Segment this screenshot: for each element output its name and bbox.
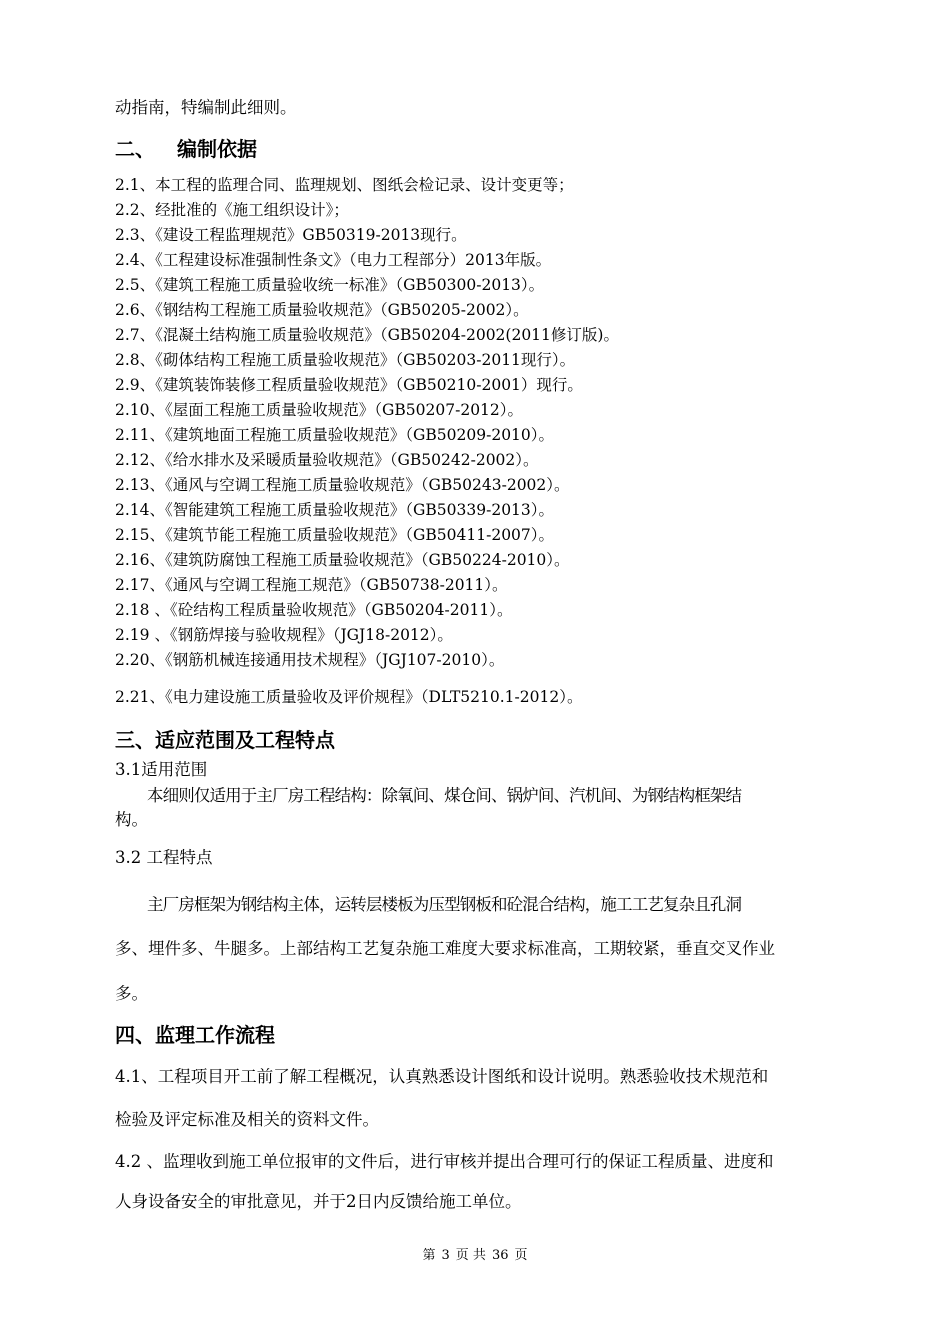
reference-item: 2.8、《砌体结构工程施工质量验收规范》（GB50203-2011现行）。 (115, 351, 576, 369)
footer-total-pages: 36 (491, 1248, 509, 1263)
page-footer (0, 1248, 950, 1264)
section4-p1-line2: 检验及评定标准及相关的资料文件。 (115, 1110, 379, 1129)
section3-sub2-text-line3: 多。 (115, 984, 148, 1003)
reference-item: 2.9、《建筑装饰装修工程质量验收规范》（GB50210-2001）现行。 (115, 376, 583, 394)
reference-item: 2.12、《给水排水及采暖质量验收规范》（GB50242-2002）。 (115, 451, 539, 469)
reference-item: 2.16、《建筑防腐蚀工程施工质量验收规范》（GB50224-2010）。 (115, 551, 570, 569)
section4-p2-line2: 人身设备安全的审批意见，并于2日内反馈给施工单位。 (115, 1192, 522, 1211)
section3-sub2-text-line2: 多、埋件多、牛腿多。上部结构工艺复杂施工难度大要求标准高，工期较紧，垂直交叉作业 (115, 939, 775, 958)
reference-item: 2.10、《屋面工程施工质量验收规范》（GB50207-2012）。 (115, 401, 524, 419)
reference-item: 2.19 、《钢筋焊接与验收规程》（JGJ18-2012）。 (115, 626, 453, 644)
reference-item: 2.1、本工程的监理合同、监理规划、图纸会检记录、设计变更等； (115, 176, 574, 194)
reference-item: 2.17、《通风与空调工程施工规范》（GB50738-2011）。 (115, 576, 508, 594)
section3-sub2: 3.2 工程特点 (115, 848, 213, 867)
section3-sub2-text-line1: 主厂房框架为钢结构主体，运转层楼板为压型钢板和砼混合结构，施工工艺复杂且孔洞 (147, 895, 742, 914)
reference-item: 2.3、《建设工程监理规范》GB50319-2013现行。 (115, 226, 467, 244)
footer-suffix: 页 (514, 1248, 528, 1263)
reference-item: 2.7、《混凝土结构施工质量验收规范》（GB50204-2002(2011修订版)。 (115, 326, 619, 344)
reference-item: 2.20、《钢筋机械连接通用技术规程》（JGJ107-2010）。 (115, 651, 505, 669)
reference-item: 2.15、《建筑节能工程施工质量验收规范》（GB50411-2007）。 (115, 526, 555, 544)
reference-item: 2.11、《建筑地面工程施工质量验收规范》（GB50209-2010）。 (115, 426, 555, 444)
section4-p1-line1: 4.1、工程项目开工前了解工程概况，认真熟悉设计图纸和设计说明。熟悉验收技术规范和 (115, 1067, 769, 1086)
intro-tail: 动指南，特编制此细则。 (115, 98, 297, 117)
reference-item: 2.13、《通风与空调工程施工质量验收规范》（GB50243-2002）。 (115, 476, 570, 494)
section4-p2-line1: 4.2 、监理收到施工单位报审的文件后，进行审核并提出合理可行的保证工程质量、进度和 (115, 1152, 774, 1171)
section2-number: 二、 (115, 137, 155, 161)
reference-item: 2.4、《工程建设标准强制性条文》（电力工程部分）2013年版。 (115, 251, 552, 269)
reference-item: 2.14、《智能建筑工程施工质量验收规范》（GB50339-2013）。 (115, 501, 555, 519)
section4-heading: 四、监理工作流程 (115, 1023, 275, 1047)
section3-sub1-text-line1: 本细则仅适用于主厂房工程结构：除氧间、煤仓间、锅炉间、汽机间、为钢结构框架结 (147, 786, 742, 805)
footer-page-number: 3 (441, 1248, 450, 1263)
reference-item: 2.18 、《砼结构工程质量验收规范》（GB50204-2011）。 (115, 601, 513, 619)
section3-sub1: 3.1适用范围 (115, 760, 208, 779)
footer-prefix: 第 (422, 1248, 436, 1263)
reference-item: 2.21、《电力建设施工质量验收及评价规程》（DLT5210.1-2012）。 (115, 688, 583, 706)
reference-item: 2.6、《钢结构工程施工质量验收规范》（GB50205-2002）。 (115, 301, 529, 319)
footer-middle: 页 共 (455, 1248, 486, 1263)
reference-item: 2.5、《建筑工程施工质量验收统一标准》（GB50300-2013）。 (115, 276, 545, 294)
section3-heading: 三、适应范围及工程特点 (115, 728, 335, 752)
section2-heading (115, 136, 257, 162)
section2-title: 编制依据 (177, 137, 257, 161)
reference-item: 2.2、经批准的《施工组织设计》； (115, 201, 349, 219)
section3-sub1-text-line2: 构。 (115, 810, 148, 829)
